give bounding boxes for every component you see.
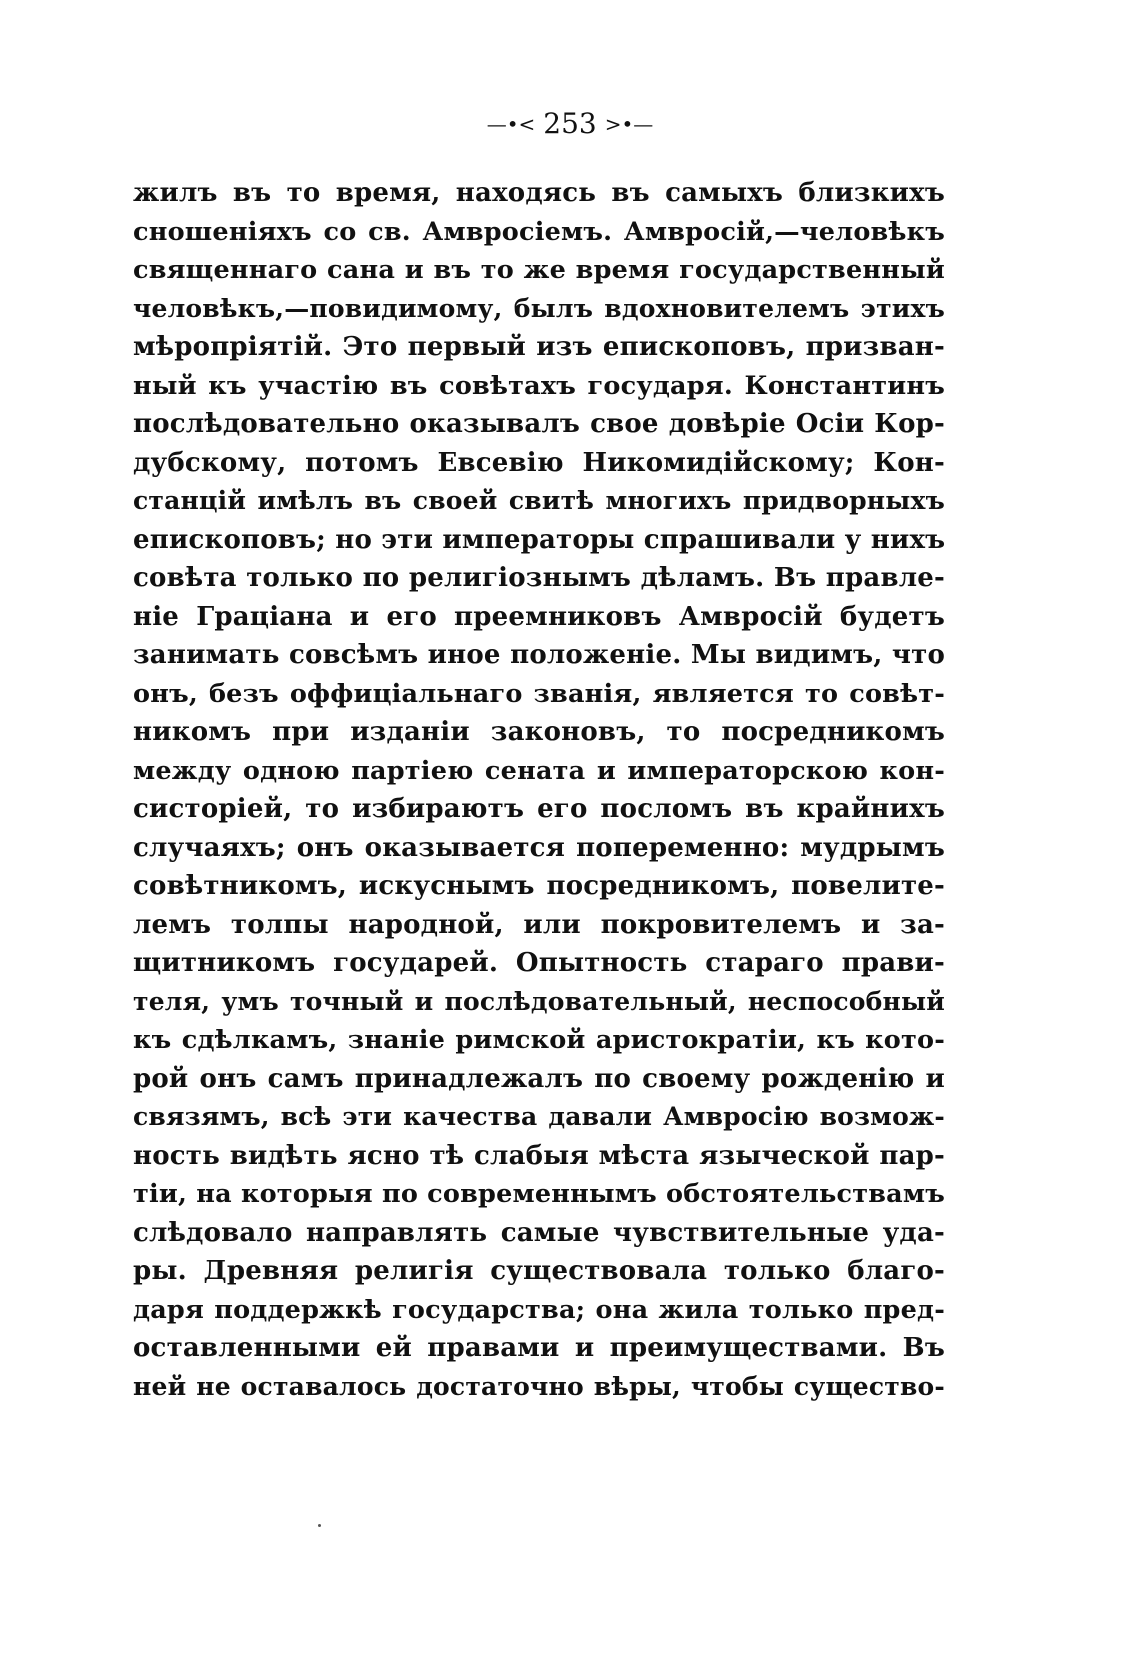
text-line: связямъ, всѣ эти качества давали Амвросію возмож- xyxy=(133,1102,945,1131)
text-line: станцій имѣлъ въ своей свитѣ многихъ придворныхъ xyxy=(133,486,945,515)
text-line: къ сдѣлкамъ, знаніе римской аристократіи, къ кото- xyxy=(133,1025,945,1055)
text-line: совѣтникомъ, искуснымъ посредникомъ, повелите- xyxy=(133,871,945,901)
text-line: между одною партіею сената и императорскою кон- xyxy=(133,755,945,786)
page-number: 253 xyxy=(543,106,597,140)
text-line: послѣдовательно оказывалъ свое довѣріе Осіи Кор- xyxy=(133,409,945,439)
text-line: дубскому, потомъ Евсевію Никомидійскому; Кон- xyxy=(133,447,945,478)
text-line: оставленными ей правами и преимуществами. Въ xyxy=(133,1333,945,1363)
text-line: ніе Граціана и его преемниковъ Амвросій будетъ xyxy=(133,601,945,632)
text-line: теля, умъ точный и послѣдовательный, неспособный xyxy=(133,986,945,1016)
text-line: рой онъ самъ принадлежалъ по своему рожденію и xyxy=(133,1063,945,1094)
text-line: ность видѣть ясно тѣ слабыя мѣста языческой пар- xyxy=(133,1140,945,1171)
text-line: сношеніяхъ со св. Амвросіемъ. Амвросій,—человѣкъ xyxy=(133,216,945,247)
text-line: онъ, безъ оффиціальнаго званія, является то совѣт- xyxy=(133,678,945,709)
text-line: человѣкъ,—повидимому, былъ вдохновителемъ этихъ xyxy=(133,293,945,323)
scan-speck xyxy=(318,1524,321,1527)
text-line: слѣдовало направлять самые чувствительные уда- xyxy=(133,1217,945,1248)
text-line: совѣта только по религіознымъ дѣламъ. Въ правле- xyxy=(133,563,945,593)
text-line: ней не оставалось достаточно вѣры, чтобы существо- xyxy=(133,1371,945,1401)
text-line: епископовъ; но эти императоры спрашивали у нихъ xyxy=(133,524,945,555)
text-line: никомъ при изданіи законовъ, то посредникомъ xyxy=(133,717,945,747)
body-text xyxy=(133,174,945,1406)
text-line: тіи, на которыя по современнымъ обстоятельствамъ xyxy=(133,1179,945,1209)
text-line: священнаго сана и въ то же время государственный xyxy=(133,255,945,285)
text-line: ры. Древняя религія существовала только благо- xyxy=(133,1256,945,1286)
text-line: лемъ толпы народной, или покровителемъ и за- xyxy=(133,909,945,940)
header-ornament-left: —•< xyxy=(486,111,536,136)
text-line: ный къ участію въ совѣтахъ государя. Константинъ xyxy=(133,370,945,401)
text-line: даря поддержкѣ государства; она жила только пред- xyxy=(133,1294,945,1325)
text-line: систоріей, то избираютъ его посломъ въ крайнихъ xyxy=(133,794,945,824)
header-ornament-right: >•— xyxy=(604,111,654,136)
text-line: мѣропріятій. Это первый изъ епископовъ, призван- xyxy=(133,332,945,362)
text-line: случаяхъ; онъ оказывается попеременно: мудрымъ xyxy=(133,832,945,863)
page-header xyxy=(0,104,1140,142)
text-line: занимать совсѣмъ иное положеніе. Мы видимъ, что xyxy=(133,640,945,670)
text-line: жилъ въ то время, находясь въ самыхъ близкихъ xyxy=(133,178,945,208)
text-line: щитникомъ государей. Опытность стараго прави- xyxy=(133,948,945,978)
